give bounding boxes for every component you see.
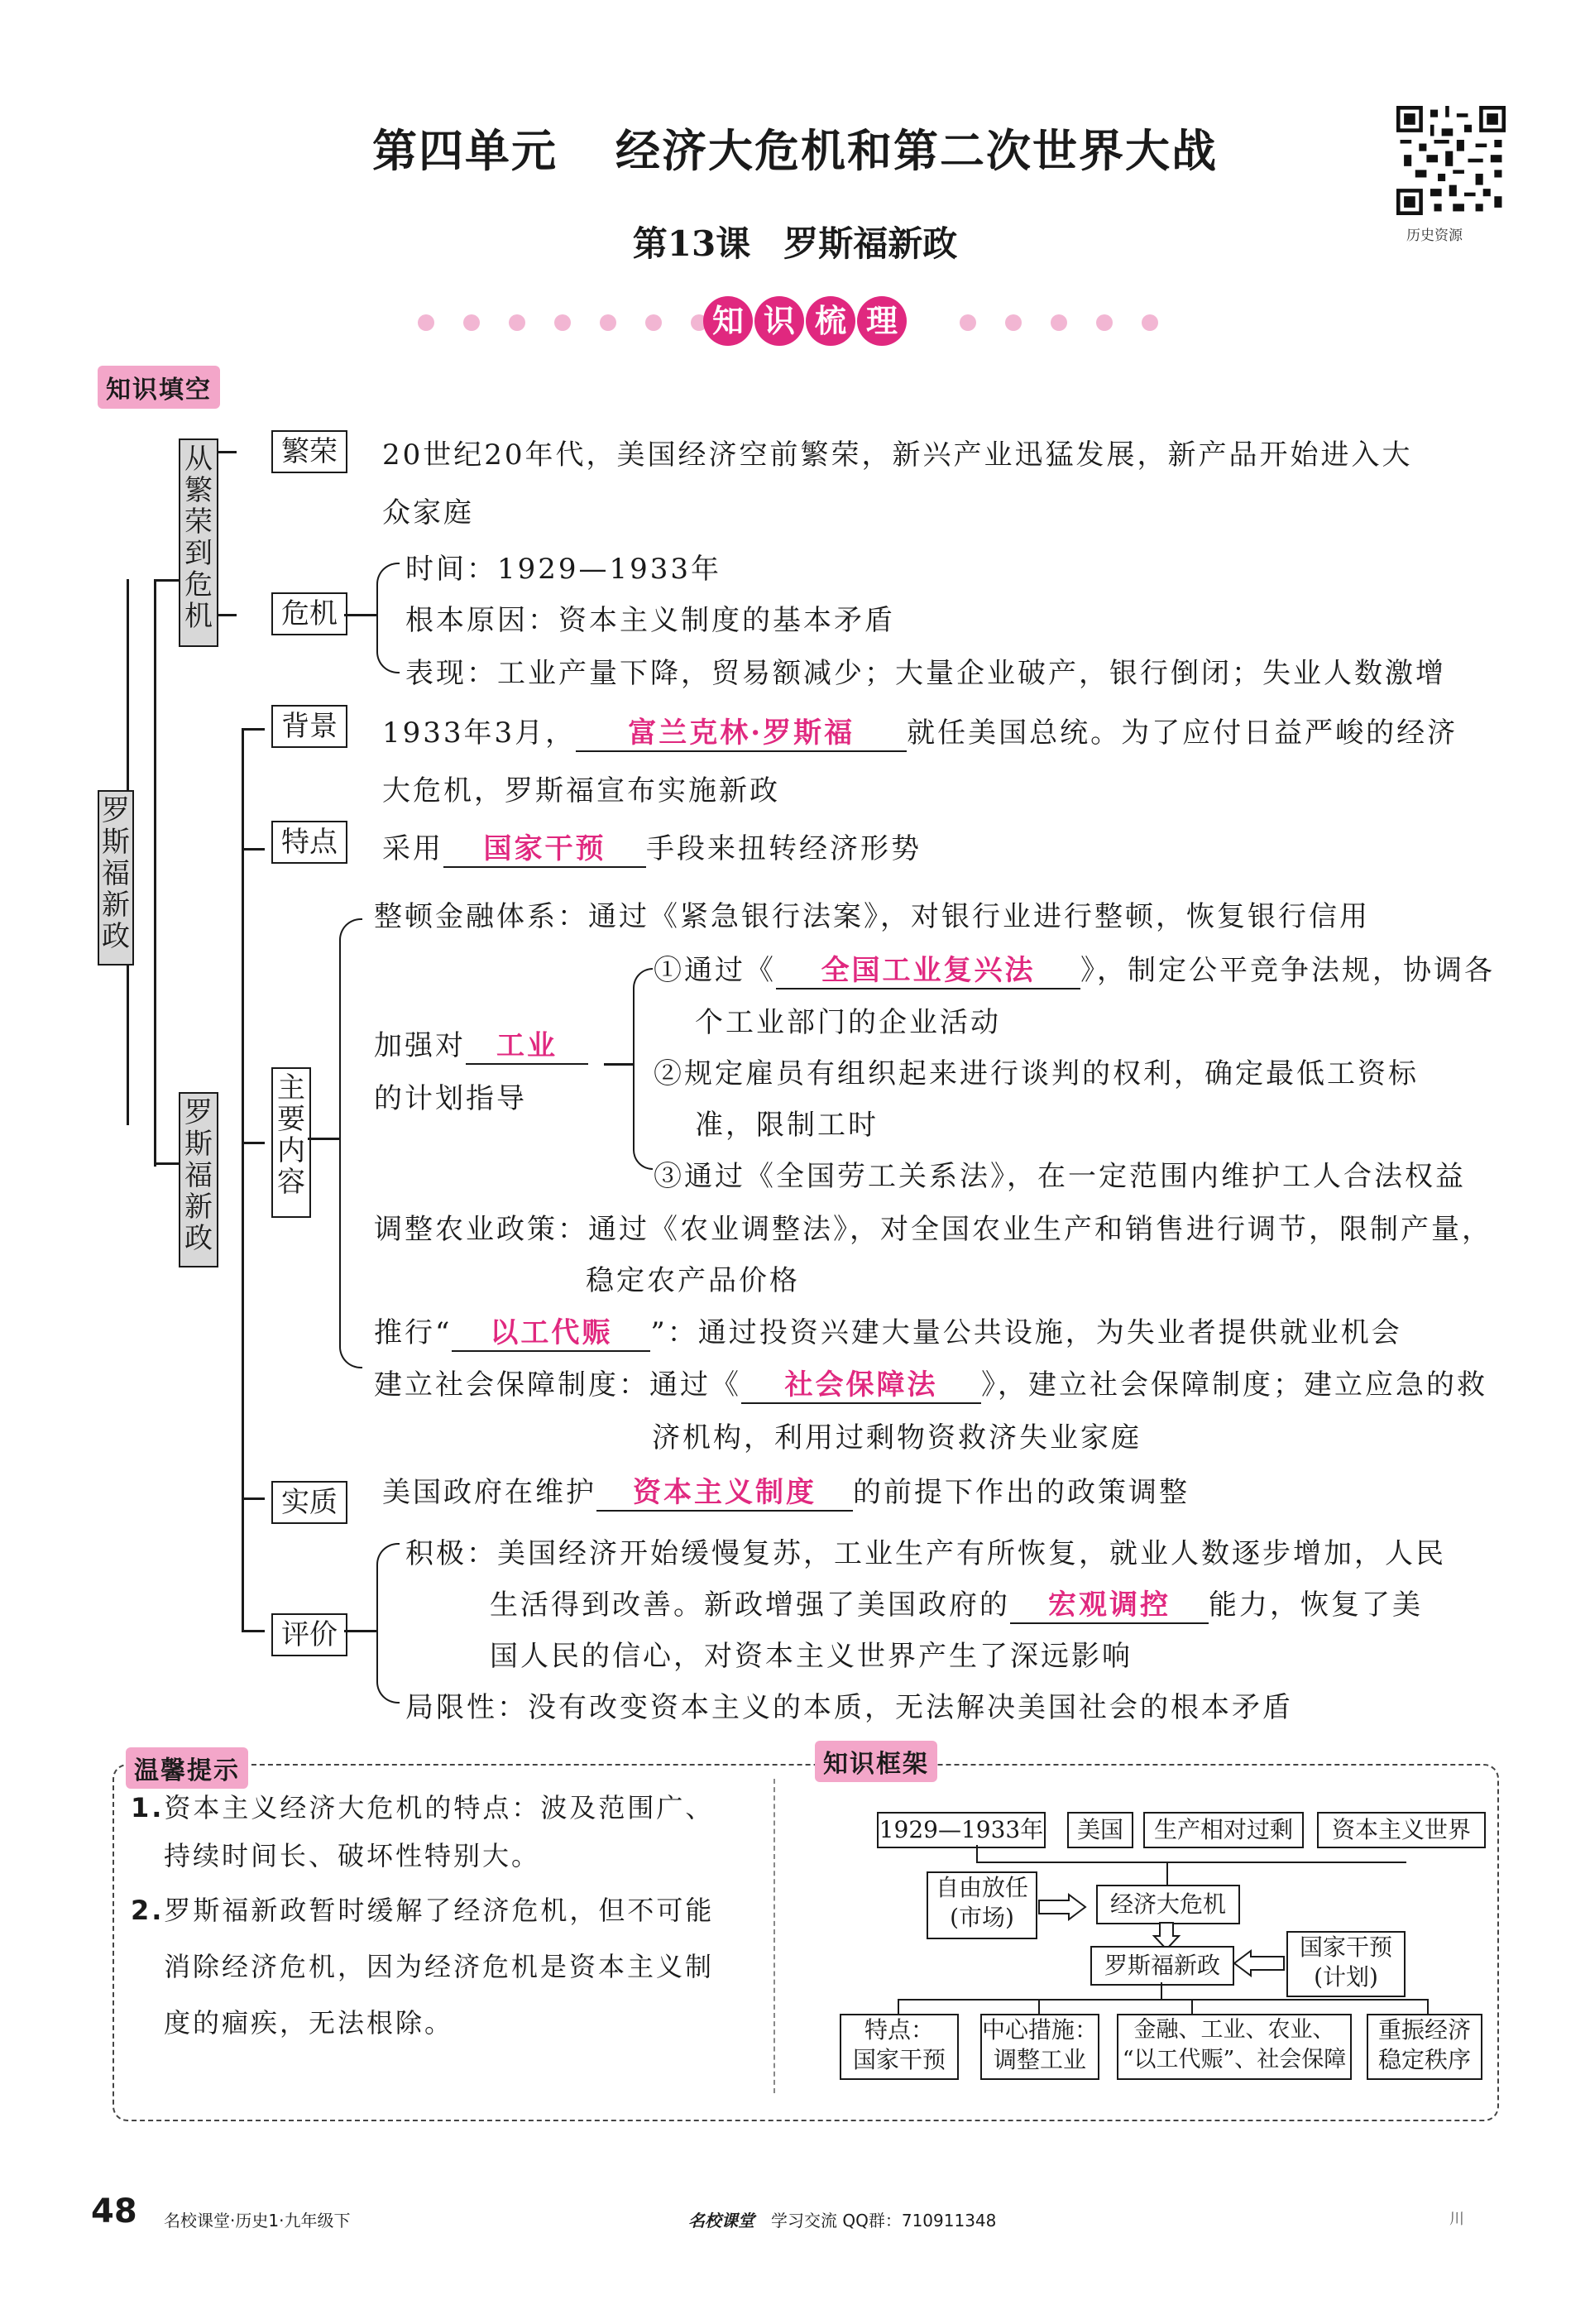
banner-char: 理 — [857, 296, 907, 346]
banner-char: 梳 — [806, 296, 855, 346]
security-line2: 济机构，利用过剩物资救济失业家庭 — [652, 1421, 1142, 1454]
root-label: 罗斯福新政 — [98, 790, 134, 966]
lesson-number: 第13课 — [632, 223, 751, 264]
framework-box-goal: 重振经济 稳定秩序 — [1367, 2014, 1482, 2080]
section-tag-tips: 温馨提示 — [126, 1747, 248, 1789]
framework-box-new-deal: 罗斯福新政 — [1090, 1946, 1234, 1986]
branch-label-prosperity-to-crisis: 从繁荣到危机 — [179, 438, 218, 647]
framework-box-overproduction: 生产相对过剩 — [1143, 1812, 1304, 1848]
agriculture-line2: 稳定农产品价格 — [586, 1264, 800, 1297]
industry-item2-line1: ②规定雇员有组织起来进行谈判的权利，确定最低工资标 — [654, 1057, 1419, 1090]
qr-caption: 历史资源 — [1406, 228, 1463, 244]
industry-item3: ③通过《全国劳工关系法》，在一定范围内维护工人合法权益 — [654, 1160, 1466, 1193]
section-tag-framework: 知识框架 — [815, 1741, 937, 1782]
background-line2: 大危机，罗斯福宣布实施新政 — [382, 774, 780, 807]
label-evaluation: 评价 — [271, 1613, 347, 1656]
tip-1-line1: 1.资本主义经济大危机的特点：波及范围广、 — [131, 1792, 715, 1823]
feature-line: 采用 国家干预 手段来扭转经济形势 — [382, 826, 922, 868]
industry-text-2: 的计划指导 — [374, 1082, 527, 1115]
answer-blank[interactable]: 全国工业复兴法 — [776, 947, 1080, 989]
label-essence: 实质 — [271, 1481, 347, 1524]
branch-label-new-deal: 罗斯福新政 — [179, 1092, 218, 1267]
background-line1: 1933年3月， 富兰克林·罗斯福 就任美国总统。为了应付日益严峻的经济 — [382, 710, 1458, 752]
qr-code-icon[interactable] — [1396, 106, 1506, 215]
crisis-time: 时间：1929—1933年 — [405, 553, 722, 586]
crisis-cause: 根本原因：资本主义制度的基本矛盾 — [405, 604, 895, 637]
industry-item1-line1: ①通过《 全国工业复兴法 》，制定公平竞争法规，协调各 — [654, 947, 1495, 989]
evaluation-positive-2: 生活得到改善。新政增强了美国政府的 宏观调控 能力，恢复了美 — [490, 1582, 1423, 1624]
answer-blank[interactable]: 工业 — [466, 1023, 588, 1065]
answer-blank[interactable]: 资本主义制度 — [596, 1469, 853, 1512]
industry-text-1: 加强对 工业 — [374, 1023, 588, 1065]
evaluation-limitation: 局限性：没有改变资本主义的本质，无法解决美国社会的根本矛盾 — [405, 1691, 1293, 1724]
arrow-right-icon — [1037, 1893, 1087, 1921]
banner-char: 知 — [703, 296, 753, 346]
unit-title — [0, 116, 1590, 180]
framework-box-period: 1929—1933年 — [877, 1812, 1046, 1848]
page-number: 48 — [91, 2192, 137, 2231]
label-prosperity: 繁荣 — [271, 430, 347, 473]
label-main-content: 主要内容 — [271, 1067, 311, 1218]
tip-2-line3: 度的痼疾，无法根除。 — [164, 2007, 454, 2039]
tip-2-line1: 2.罗斯福新政暂时缓解了经济危机，但不可能 — [131, 1895, 715, 1926]
label-feature: 特点 — [271, 821, 347, 864]
prosperity-text-1: 20世纪20年代，美国经济空前繁荣，新兴产业迅猛发展，新产品开始进入大 — [382, 438, 1413, 472]
tip-1-line2: 持续时间长、破坏性特别大。 — [164, 1840, 541, 1871]
framework-box-intervention: 国家干预 (计划) — [1286, 1931, 1406, 1997]
footer-book: 名校课堂·历史1·九年级下 — [164, 2211, 351, 2231]
industry-item1-line2: 个工业部门的企业活动 — [695, 1006, 1001, 1039]
section-banner — [389, 290, 1208, 356]
relief-line: 推行“ 以工代赈 ”：通过投资兴建大量公共设施，为失业者提供就业机会 — [374, 1310, 1402, 1352]
framework-box-country: 美国 — [1067, 1812, 1133, 1848]
notes-divider — [773, 1779, 775, 2093]
framework-box-laissez-faire: 自由放任 (市场) — [927, 1871, 1037, 1939]
label-background: 背景 — [271, 705, 347, 748]
footer-region: 川 — [1449, 2211, 1464, 2228]
crisis-manifestation: 表现：工业产量下降，贸易额减少；大量企业破产，银行倒闭；失业人数激增 — [405, 657, 1446, 690]
essence-line: 美国政府在维护 资本主义制度 的前提下作出的政策调整 — [382, 1469, 1190, 1512]
answer-blank[interactable]: 社会保障法 — [741, 1362, 981, 1404]
framework-box-measures: 金融、工业、农业、 “以工代赈”、社会保障 — [1117, 2014, 1352, 2080]
evaluation-positive-1: 积极：美国经济开始缓慢复苏，工业生产有所恢复，就业人数逐步增加，人民 — [405, 1537, 1446, 1570]
section-tag-knowledge-fill: 知识填空 — [98, 366, 220, 409]
unit-name: 经济大危机和第二次世界大战 — [615, 125, 1218, 177]
security-line1: 建立社会保障制度：通过《 社会保障法 》，建立社会保障制度；建立应急的救 — [374, 1362, 1487, 1404]
framework-box-feature: 特点： 国家干预 — [840, 2014, 959, 2080]
framework-box-crisis: 经济大危机 — [1096, 1885, 1240, 1924]
unit-number: 第四单元 — [372, 125, 558, 177]
answer-blank[interactable]: 以工代赈 — [452, 1310, 650, 1352]
prosperity-text-2: 众家庭 — [382, 496, 474, 529]
footer-brand: 名校课堂 — [688, 2211, 754, 2231]
industry-item2-line2: 准，限制工时 — [695, 1109, 879, 1142]
footer-qq: 学习交流 QQ群：710911348 — [771, 2211, 997, 2231]
agriculture-line1: 调整农业政策：通过《农业调整法》，对全国农业生产和销售进行调节，限制产量， — [374, 1213, 1492, 1246]
arrow-left-icon — [1233, 1949, 1286, 1977]
lesson-title — [0, 217, 1590, 266]
tree-level1-trunk — [154, 579, 156, 1167]
tip-2-line2: 消除经济危机，因为经济危机是资本主义制 — [164, 1951, 715, 1982]
banner-char: 识 — [754, 296, 804, 346]
framework-box-core-measure: 中心措施： 调整工业 — [980, 2014, 1099, 2080]
answer-blank[interactable]: 宏观调控 — [1010, 1582, 1209, 1624]
answer-blank[interactable]: 国家干预 — [443, 826, 646, 868]
answer-blank[interactable]: 富兰克林·罗斯福 — [576, 710, 907, 752]
framework-box-capitalist-world: 资本主义世界 — [1317, 1812, 1486, 1848]
evaluation-positive-3: 国人民的信心，对资本主义世界产生了深远影响 — [490, 1640, 1133, 1673]
lesson-name: 罗斯福新政 — [783, 223, 958, 264]
finance-text: 整顿金融体系：通过《紧急银行法案》，对银行业进行整顿，恢复银行信用 — [374, 900, 1370, 933]
label-crisis: 危机 — [271, 592, 347, 635]
